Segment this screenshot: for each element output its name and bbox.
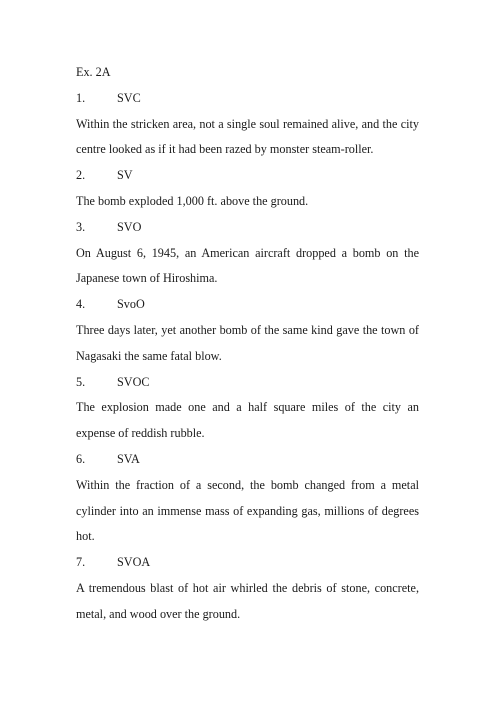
item-number: 3. xyxy=(76,219,86,234)
item-number: 6. xyxy=(76,451,86,466)
item-header xyxy=(76,447,419,473)
list-item xyxy=(76,447,419,550)
sentence-pattern: SVOC xyxy=(117,374,150,389)
item-header xyxy=(76,215,419,241)
item-header xyxy=(76,370,419,396)
list-item xyxy=(76,215,419,292)
example-sentence: A tremendous blast of hot air whirled the debris of stone, concrete, metal, and wood over the ground. xyxy=(76,580,419,621)
list-item xyxy=(76,292,419,369)
sentence-pattern: SVOA xyxy=(117,555,151,570)
list-item xyxy=(76,163,419,215)
list-item xyxy=(76,370,419,447)
item-number: 7. xyxy=(76,555,86,570)
list-item xyxy=(76,86,419,163)
sentence-pattern: SV xyxy=(117,168,133,183)
example-sentence: Within the stricken area, not a single soul remained alive, and the city centre looked as if it had been razed by monster steam-roller. xyxy=(76,116,419,157)
item-number: 4. xyxy=(76,297,86,312)
item-header xyxy=(76,163,419,189)
sentence-pattern: SVC xyxy=(117,90,141,105)
example-sentence: Within the fraction of a second, the bomb changed from a metal cylinder into an immense mass of expanding gas, millions of degrees hot. xyxy=(76,477,419,544)
sentence-pattern: SVA xyxy=(117,451,140,466)
document-content xyxy=(76,60,419,628)
example-sentence: On August 6, 1945, an American aircraft dropped a bomb on the Japanese town of Hiroshima. xyxy=(76,245,419,286)
exercise-heading: Ex. 2A xyxy=(76,65,111,79)
list-item xyxy=(76,550,419,627)
example-sentence: The bomb exploded 1,000 ft. above the ground. xyxy=(76,193,309,208)
item-number: 2. xyxy=(76,168,86,183)
example-sentence: Three days later, yet another bomb of the same kind gave the town of Nagasaki the same fatal blow. xyxy=(76,322,419,363)
item-header xyxy=(76,86,419,112)
sentence-pattern: SVO xyxy=(117,219,142,234)
example-sentence: The explosion made one and a half square miles of the city an expense of reddish rubble. xyxy=(76,400,419,441)
item-number: 5. xyxy=(76,374,86,389)
item-header xyxy=(76,550,419,576)
item-header xyxy=(76,292,419,318)
sentence-pattern: SvoO xyxy=(117,297,145,312)
item-number: 1. xyxy=(76,90,86,105)
